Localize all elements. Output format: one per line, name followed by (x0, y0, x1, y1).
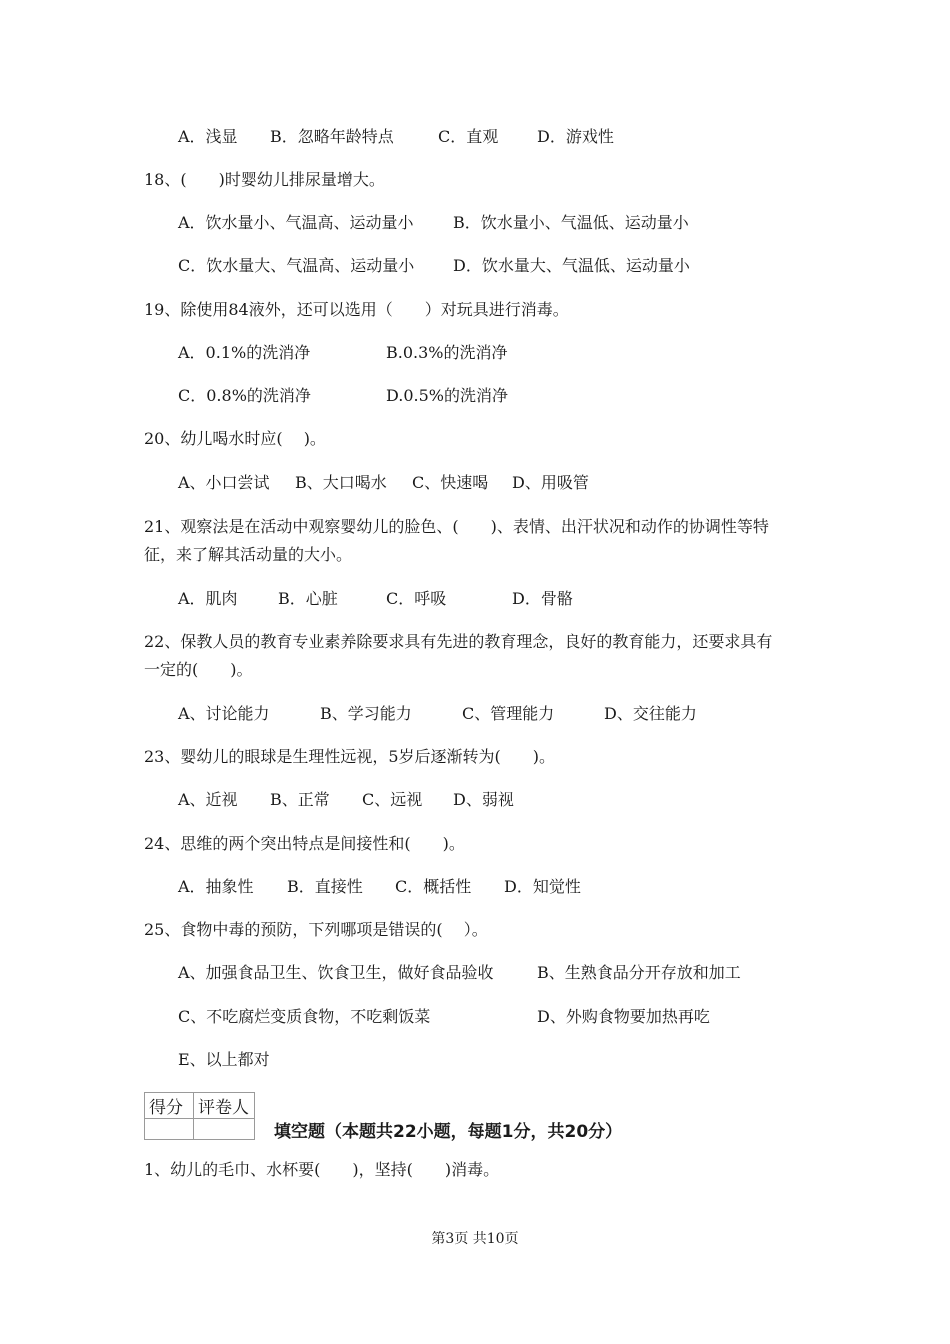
q23-option-c: C、远视 (362, 790, 423, 809)
page-footer: 第3页 共10页 (431, 1231, 519, 1247)
q18-option-a: A．饮水量小、气温高、运动量小 (178, 213, 414, 232)
q18-option-b: B．饮水量小、气温低、运动量小 (453, 213, 689, 232)
q21-option-a: A．肌肉 (178, 589, 238, 608)
q21-option-c: C．呼吸 (386, 589, 447, 608)
q25-stem: 25、食物中毒的预防，下列哪项是错误的( ）。 (144, 920, 488, 939)
q25-option-d: D、外购食物要加热再吃 (537, 1007, 710, 1026)
q22-option-b: B、学习能力 (320, 704, 412, 723)
q22-option-d: D、交往能力 (604, 704, 697, 723)
q17-option-c: C．直观 (438, 127, 499, 146)
q20-option-b: B、大口喝水 (295, 473, 387, 492)
q19-stem: 19、除使用84液外，还可以选用（ ）对玩具进行消毒。 (144, 300, 569, 319)
section-title: 填空题（本题共22小题，每题1分，共20分） (274, 1122, 623, 1142)
q21-option-b: B．心脏 (278, 589, 338, 608)
q25-option-a: A、加强食品卫生、饮食卫生，做好食品验收 (178, 963, 494, 982)
q20-option-c: C、快速喝 (412, 473, 489, 492)
q21-stem-line1: 21、观察法是在活动中观察婴幼儿的脸色、( )、表情、出汗状况和动作的协调性等特 (144, 517, 769, 536)
q22-option-c: C、管理能力 (462, 704, 555, 723)
q20-stem: 20、幼儿喝水时应( )。 (144, 429, 326, 448)
q24-stem: 24、思维的两个突出特点是间接性和( )。 (144, 834, 465, 853)
q25-option-e: E、以上都对 (178, 1050, 270, 1069)
q21-option-d: D．骨骼 (512, 589, 573, 608)
q19-option-c: C．0.8%的洗消净 (178, 386, 311, 405)
q19-option-d: D.0.5%的洗消净 (386, 386, 508, 405)
q23-option-d: D、弱视 (453, 790, 514, 809)
q20-option-a: A、小口尝试 (178, 473, 270, 492)
q24-option-d: D．知觉性 (504, 877, 581, 896)
score-header: 得分 (145, 1093, 194, 1119)
q19-option-a: A．0.1%的洗消净 (178, 343, 311, 362)
score-table (144, 1092, 255, 1140)
q18-option-c: C．饮水量大、气温高、运动量小 (178, 256, 415, 275)
q22-stem-line1: 22、保教人员的教育专业素养除要求具有先进的教育理念，良好的教育能力，还要求具有 (144, 632, 773, 651)
q19-option-b: B.0.3%的洗消净 (386, 343, 508, 362)
q24-option-b: B．直接性 (287, 877, 363, 896)
q25-option-b: B、生熟食品分开存放和加工 (537, 963, 741, 982)
q23-option-a: A、近视 (178, 790, 238, 809)
q23-stem: 23、婴幼儿的眼球是生理性远视，5岁后逐渐转为( )。 (144, 747, 556, 766)
q18-option-d: D．饮水量大、气温低、运动量小 (453, 256, 690, 275)
q23-option-b: B、正常 (270, 790, 330, 809)
fill1-stem: 1、幼儿的毛巾、水杯要( )，坚持( )消毒。 (144, 1160, 500, 1179)
q21-stem-line2: 征，来了解其活动量的大小。 (144, 545, 353, 564)
q22-option-a: A、讨论能力 (178, 704, 270, 723)
q22-stem-line2: 一定的( )。 (144, 660, 253, 679)
q25-option-c: C、不吃腐烂变质食物，不吃剩饭菜 (178, 1007, 431, 1026)
q24-option-a: A．抽象性 (178, 877, 254, 896)
q20-option-d: D、用吸管 (512, 473, 589, 492)
q17-option-d: D．游戏性 (537, 127, 614, 146)
grader-header: 评卷人 (194, 1093, 255, 1119)
q24-option-c: C．概括性 (395, 877, 472, 896)
q18-stem: 18、( )时婴幼儿排尿量增大。 (144, 170, 385, 189)
score-cell (145, 1119, 194, 1140)
q17-option-a: A．浅显 (178, 127, 238, 146)
grader-cell (194, 1119, 255, 1140)
q17-option-b: B．忽略年龄特点 (270, 127, 394, 146)
